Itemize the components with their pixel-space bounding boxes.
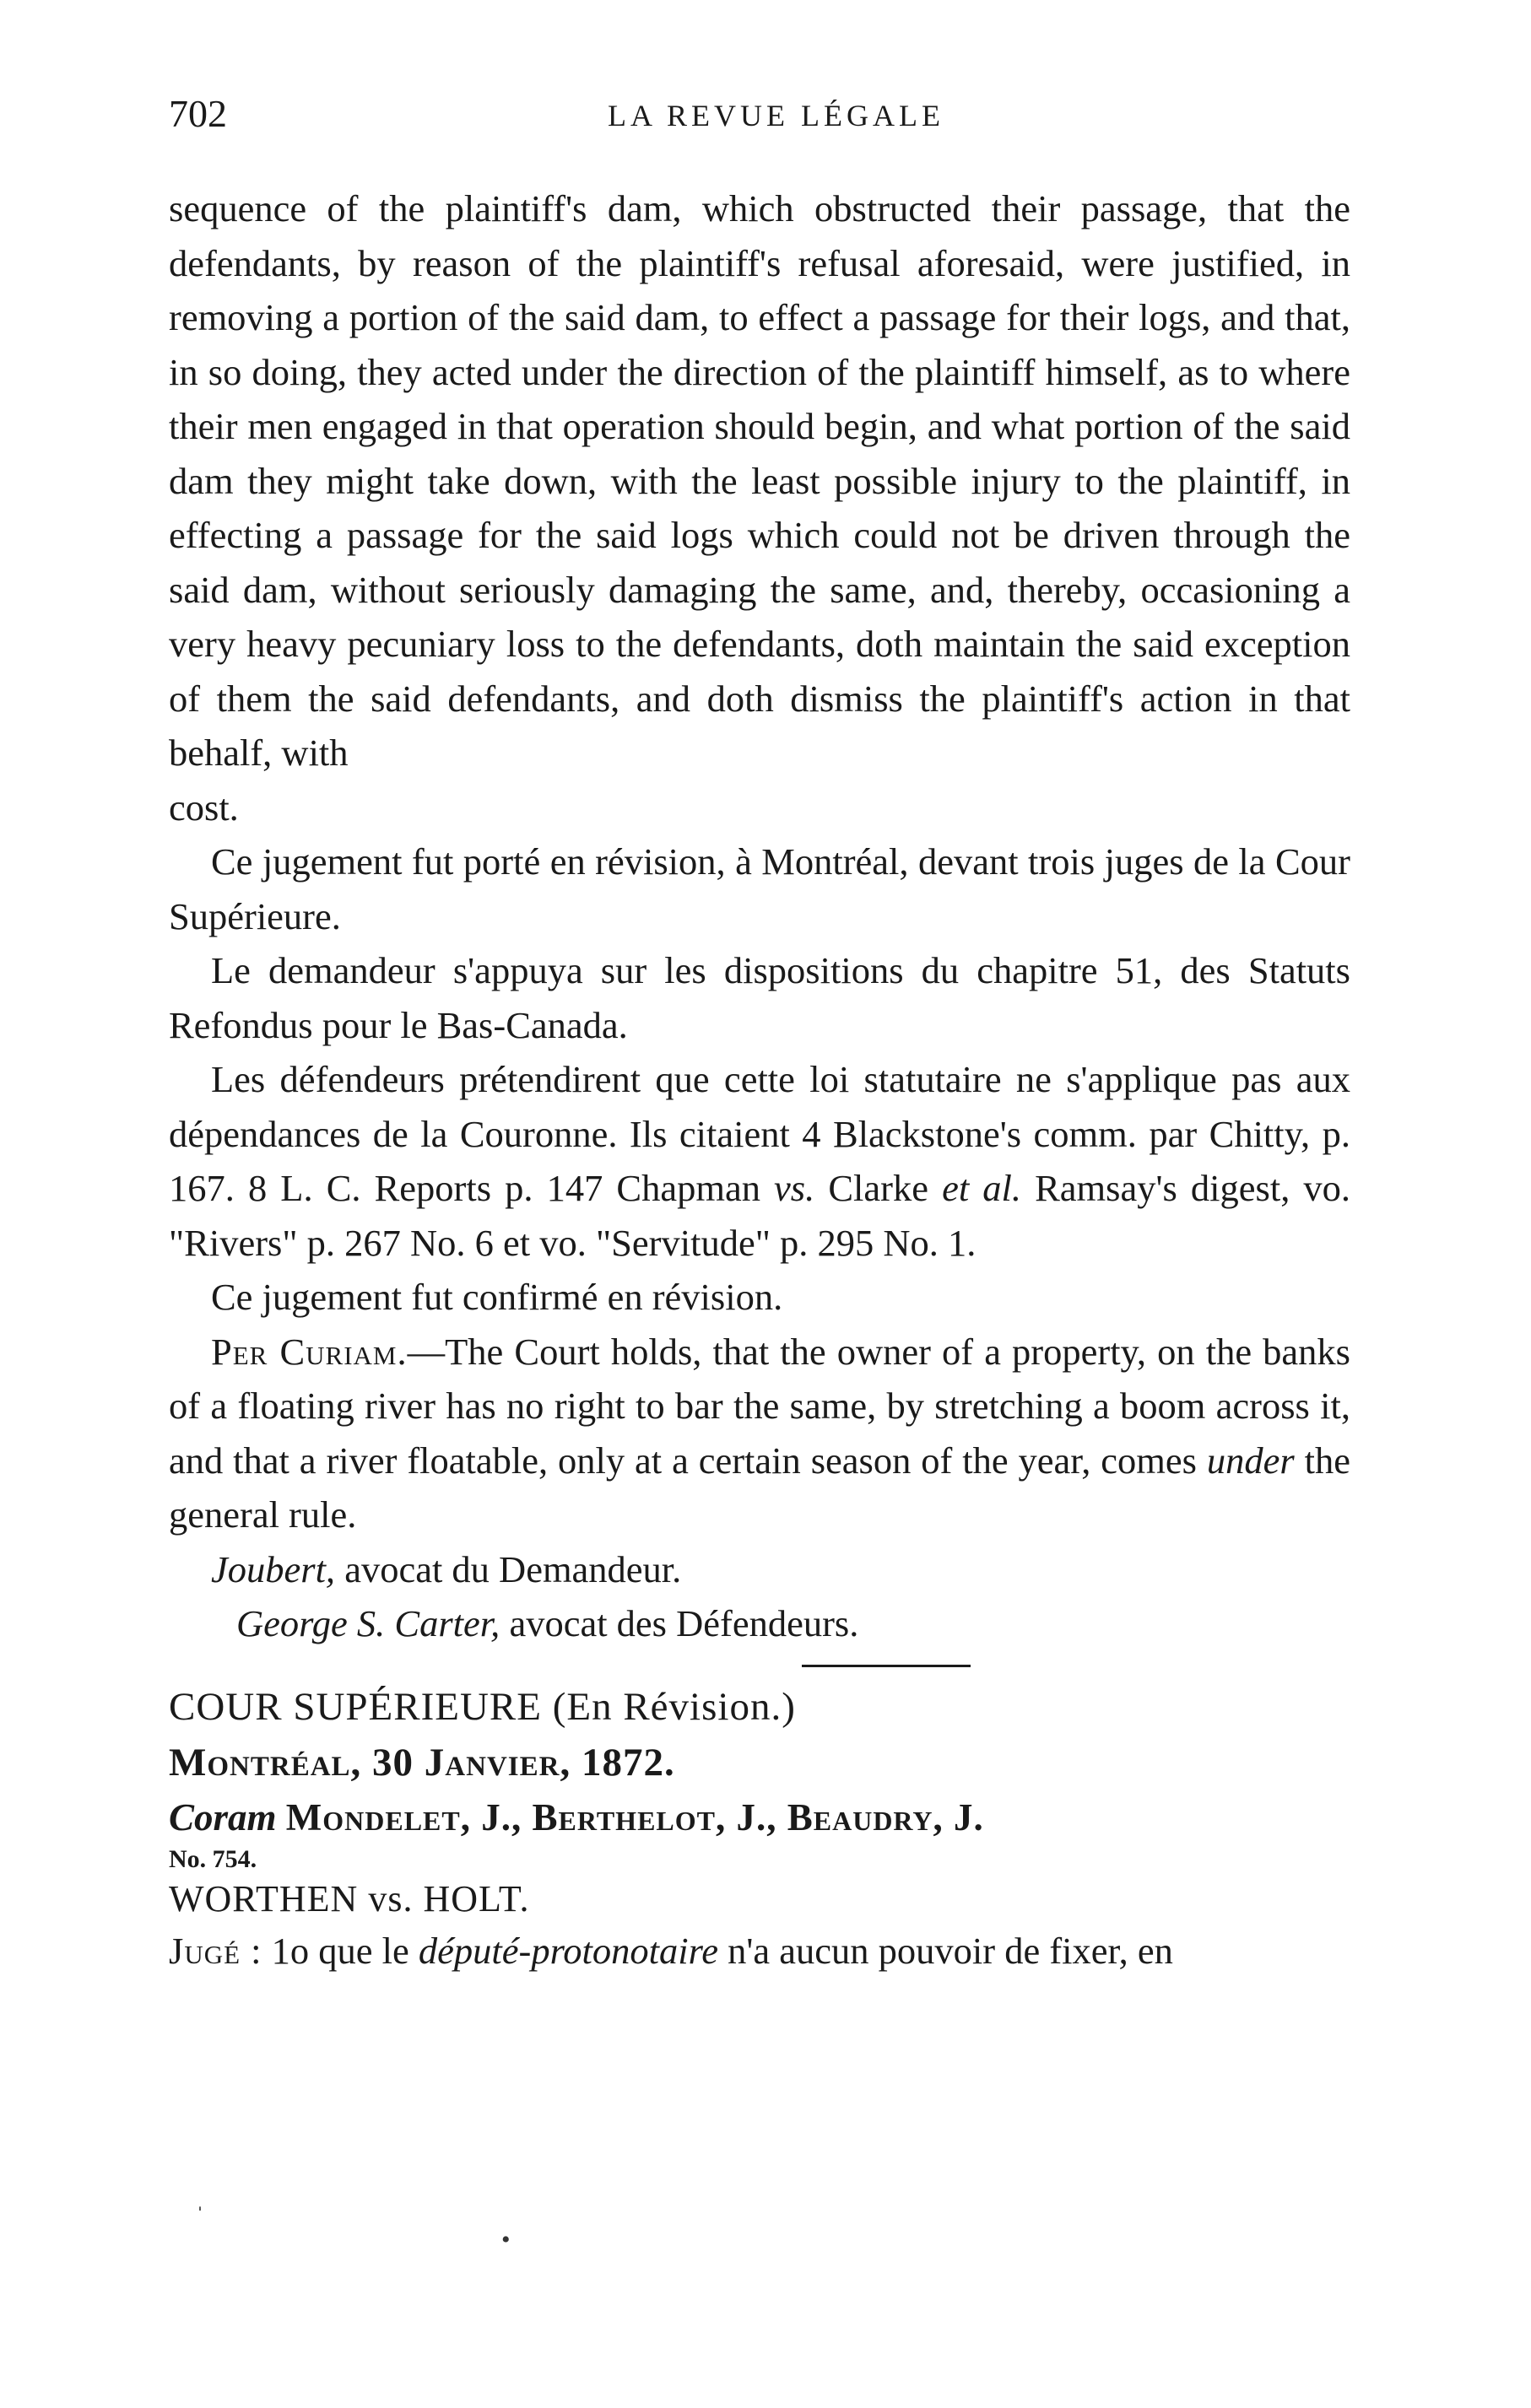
holding-term: député-protonotaire xyxy=(418,1929,719,1972)
holding-label: Jugé : xyxy=(169,1929,262,1972)
judgment-last-line xyxy=(169,780,1350,835)
plaintiff-advocate-name: Joubert, xyxy=(211,1547,336,1590)
defendants-advocate-line xyxy=(169,1596,1350,1651)
case-parties: WORTHEN vs. HOLT. xyxy=(169,1877,530,1919)
page-header xyxy=(169,91,1350,142)
revision-text: Ce jugement fut porté en révision, à Montréal, devant trois juges de la Cour Supérieure. xyxy=(169,840,1350,937)
per-curiam-ending: the general rule. xyxy=(169,1439,1350,1536)
defendants-advocate-role: avocat des Défendeurs. xyxy=(509,1602,859,1644)
et-al-abbreviation: et al. xyxy=(942,1167,1022,1209)
coram-label: Coram xyxy=(169,1795,277,1838)
running-title: LA REVUE LÉGALE xyxy=(608,99,944,132)
under-emphasis: under xyxy=(1206,1439,1295,1482)
holding-line xyxy=(169,1924,1350,1978)
per-curiam-text: —The Court holds, that the owner of a property, on the banks of a floating river has no right to bar the same, by stretching a boom across it, and that a river floatable, only at a certain season of the year, comes xyxy=(169,1330,1350,1482)
page-number: 702 xyxy=(169,92,227,135)
coram-line xyxy=(169,1790,1350,1844)
defendants-argument-text: Les défendeurs prétendirent que cette loi statutaire ne s'applique pas aux dépendances de la Couronne. Ils citaient 4 Blackstone's comm. par Chitty, p. 167. 8 L. C. Reports p. 147 Chapman xyxy=(169,1058,1350,1209)
holding-text-end: n'a aucun pouvoir de fixer, en xyxy=(728,1929,1173,1972)
case-number: No. 754. xyxy=(169,1844,257,1873)
holding-text-start: 1o que le xyxy=(271,1929,409,1972)
plaintiff-advocate-line xyxy=(169,1542,1350,1597)
versus-abbreviation: vs. xyxy=(774,1167,815,1209)
judgment-paragraph xyxy=(169,181,1350,780)
plaintiff-argument-text: Le demandeur s'appuya sur les dispositions du chapitre 51, des Statuts Refondus pour le Bas-Canada. xyxy=(169,949,1350,1046)
margin-speck-tick: ˈ xyxy=(196,2202,204,2230)
section-divider xyxy=(802,1665,971,1667)
confirmation-paragraph xyxy=(169,1270,1350,1325)
judges-list: Mondelet, J., Berthelot, J., Beaudry, J. xyxy=(285,1795,984,1838)
clarke-name: Clarke xyxy=(828,1167,928,1209)
confirmation-text: Ce jugement fut confirmé en révision. xyxy=(211,1276,783,1318)
per-curiam-label: Per Curiam. xyxy=(211,1330,408,1373)
revision-paragraph xyxy=(169,834,1350,943)
defendants-argument-citations: Ramsay's digest, vo. "Rivers" p. 267 No. 6 et vo. "Servitude" p. 295 No. 1. xyxy=(169,1167,1351,1264)
plaintiff-advocate-role: avocat du Demandeur. xyxy=(344,1547,682,1590)
plaintiff-argument-paragraph xyxy=(169,943,1350,1052)
defendants-advocate-name: George S. Carter, xyxy=(236,1602,500,1644)
margin-speck-dot: • xyxy=(501,2226,511,2254)
defendants-argument-paragraph xyxy=(169,1052,1350,1270)
judgment-text: sequence of the plaintiff's dam, which obstructed their passage, that the defendants, by reason of the plaintiff's refusal aforesaid, were justified, in removing a portion of the said dam, to effect a passage for their logs, and that, in so doing, they acted under the direction of the plaintiff himself, as to where their men engaged in that operation should begin, and what portion of the said dam they might take down, with the least possible injury to the plaintiff, in effecting a passage for the said logs which could not be driven through the said dam, without seriously damaging the same, and, thereby, occasioning a very heavy pecuniary loss to the defendants, doth maintain the said exception of them the said defendants, and doth dismiss the plaintiff's action in that behalf, with xyxy=(169,187,1350,774)
case-date: Montréal, 30 Janvier, 1872. xyxy=(169,1740,675,1784)
judgment-last-word: cost. xyxy=(169,786,239,829)
court-heading: COUR SUPÉRIEURE (En Révision.) xyxy=(169,1684,796,1729)
per-curiam-paragraph xyxy=(169,1325,1350,1542)
page-body xyxy=(169,181,1350,1978)
